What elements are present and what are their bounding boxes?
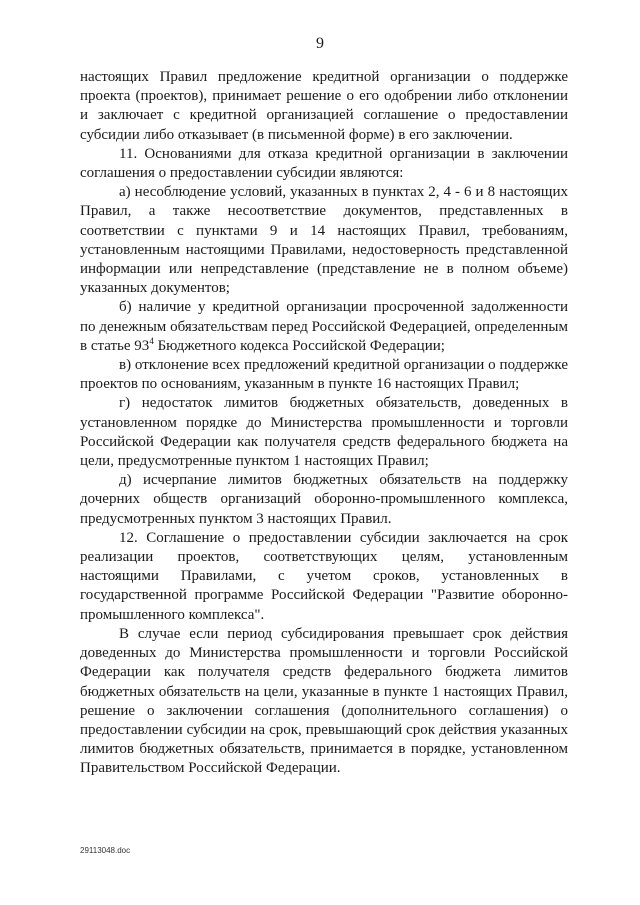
paragraph-subsidy-period: В случае если период субсидирования превышает срок действия доведенных до Министерства промышленности и торговли Российской Федерации как получателя средств федерального бюджета лимитов бюджетных обязательств на цели, указанные в пункте 1 настоящих Правил, решение о заключении соглашения (дополнительного соглашения) о предоставлении субсидии на срок, превышающий срок действия указанных лимитов бюджетных обязательств, принимается в порядке, установленном Правительством Российской Федерации. bbox=[80, 625, 568, 777]
list-item-b-text-end: Бюджетного кодекса Российской Федерации; bbox=[153, 337, 445, 354]
document-file-code: 29113048.doc bbox=[80, 846, 131, 855]
list-item-a: а) несоблюдение условий, указанных в пунктах 2, 4 - 6 и 8 настоящих Правил, а также несоответствие документов, представленных в соответствии с пунктами 9 и 14 настоящих Правил, требованиям, установленным настоящими Правилами, недостоверность представленной информации или непредставление (представление не в полном объеме) указанных документов; bbox=[80, 184, 568, 297]
paragraph-11-grounds-for-refusal: 11. Основаниями для отказа кредитной организации в заключении соглашения о предоставлении субсидии являются: bbox=[80, 145, 568, 182]
list-item-d: д) исчерпание лимитов бюджетных обязательств на поддержку дочерних обществ организаций оборонно-промышленного комплекса, предусмотренных пунктом 3 настоящих Правил. bbox=[80, 472, 568, 527]
page-number: 9 bbox=[316, 35, 324, 52]
list-item-g: г) недостаток лимитов бюджетных обязательств, доведенных в установленном порядке до Министерства промышленности и торговли Российской Федерации как получателя средств федерального бюджета на цели, предусмотренные пунктом 1 настоящих Правил; bbox=[80, 395, 568, 470]
document-body bbox=[80, 68, 568, 779]
paragraph-12-agreement-term: 12. Соглашение о предоставлении субсидии заключается на срок реализации проектов, соответствующих целям, установленным настоящими Правилами, с учетом сроков, установленных в государственной программе Российской Федерации "Развитие оборонно-промышленного комплекса". bbox=[80, 529, 568, 623]
paragraph-continuation: настоящих Правил предложение кредитной организации о поддержке проекта (проектов), принимает решение о его одобрении либо отклонении и заключает с кредитной организацией соглашение о предоставлении субсидии либо отказывает (в письменной форме) в его заключении. bbox=[80, 69, 568, 143]
article-superscript: 4 bbox=[149, 335, 154, 346]
list-item-b bbox=[80, 298, 568, 356]
list-item-b-text: б) наличие у кредитной организации просроченной задолженности по денежным обязательствам перед Российской Федерацией, определенным в статье 93 bbox=[80, 299, 568, 354]
list-item-v: в) отклонение всех предложений кредитной организации о поддержке проектов по основаниям, указанным в пункте 16 настоящих Правил; bbox=[80, 357, 568, 393]
